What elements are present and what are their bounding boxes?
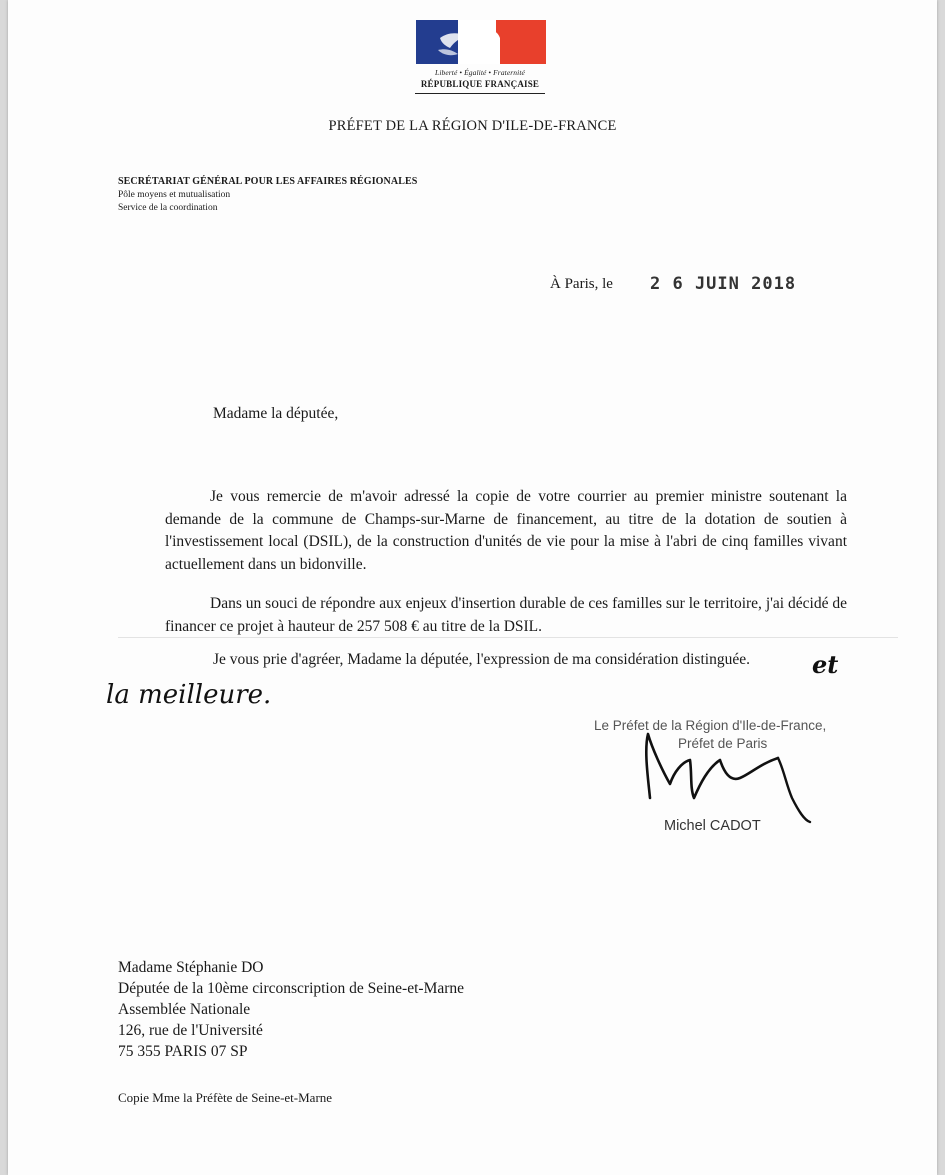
paragraph-1 — [165, 486, 847, 576]
signature-stamp-line1: Le Préfet de la Région d'Ile-de-France, — [594, 718, 827, 733]
signatory-name: Michel CADOT — [664, 818, 761, 834]
recipient-title: Députée de la 10ème circonscription de Seine-et-Marne — [118, 980, 465, 997]
signature-stamp-line2: Préfet de Paris — [678, 736, 768, 751]
date-stamp: 2 6 JUIN 2018 — [650, 274, 797, 294]
copy-note: Copie Mme la Préfète de Seine-et-Marne — [118, 1090, 333, 1105]
recipient-street: 126, rue de l'Université — [118, 1022, 263, 1039]
paragraph-2-text: Dans un souci de répondre aux enjeux d'insertion durable de ces familles sur le territoire, j'ai décidé de financer ce projet à hauteur de 257 508 € au titre de la DSIL. — [165, 595, 847, 635]
handwritten-et: et — [812, 650, 839, 679]
republic-name: RÉPUBLIQUE FRANÇAISE — [420, 79, 540, 89]
sender-department: SECRÉTARIAT GÉNÉRAL POUR LES AFFAIRES RÉGIONALES — [118, 176, 418, 187]
recipient-institution: Assemblée Nationale — [118, 1001, 251, 1018]
logo-underline — [415, 93, 545, 94]
marianne-logo — [410, 18, 550, 66]
handwritten-signature — [628, 718, 828, 830]
letter-page — [8, 0, 937, 1175]
handwritten-la-meilleure: la meilleure. — [106, 680, 272, 710]
sender-service: Service de la coordination — [118, 203, 218, 213]
recipient-name: Madame Stéphanie DO — [118, 959, 264, 976]
sender-pole: Pôle moyens et mutualisation — [118, 190, 231, 200]
paragraph-1-text: Je vous remercie de m'avoir adressé la copie de votre courrier au premier ministre soutenant la demande de la commune de Champs-sur-Marne de financement, au titre de la dotation de soutien à l'investissement local (DSIL), de la construction d'unités de vie pour la mise à l'abri de cinq familles vivant actuellement dans un bidonville. — [165, 488, 847, 573]
paragraph-2 — [165, 593, 847, 638]
salutation: Madame la députée, — [213, 405, 339, 422]
republic-motto: Liberté • Égalité • Fraternité — [435, 68, 525, 77]
prefect-title: PRÉFET DE LA RÉGION D'ILE-DE-FRANCE — [328, 118, 617, 134]
closing-formula: Je vous prie d'agréer, Madame la députée, l'expression de ma considération distinguée. — [213, 651, 750, 668]
date-label: À Paris, le — [550, 276, 613, 292]
scan-artifact-line — [118, 637, 898, 638]
recipient-city: 75 355 PARIS 07 SP — [118, 1043, 248, 1060]
